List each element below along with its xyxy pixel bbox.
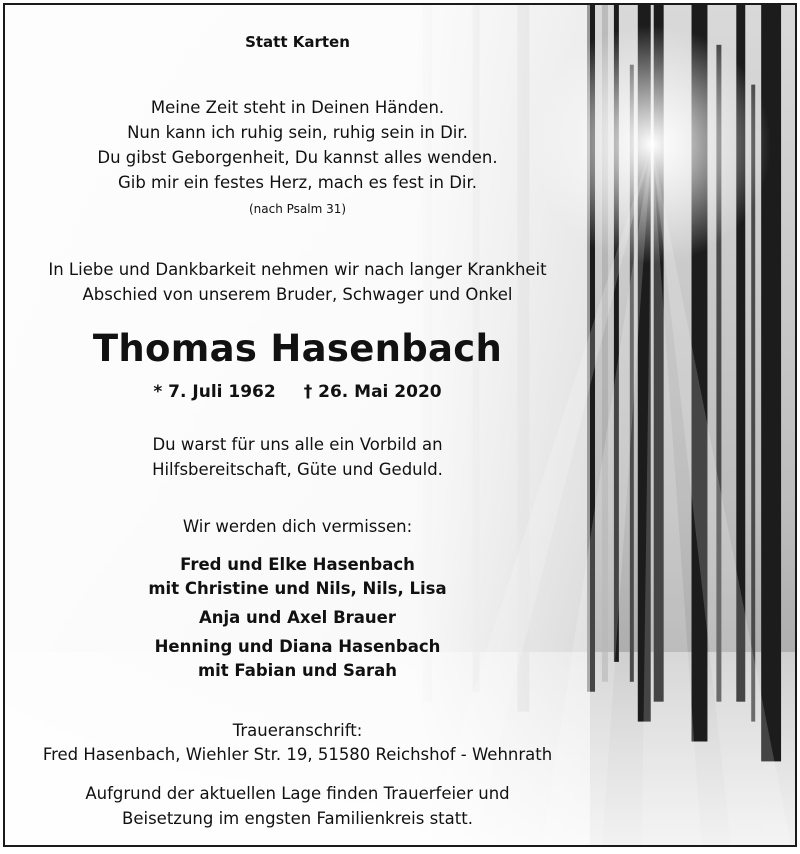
mourner-group [5, 635, 590, 683]
mourner-group [5, 606, 590, 630]
address-label: Traueranschrift: [232, 721, 363, 740]
poem-line: Nun kann ich ruhig sein, ruhig sein in Dir. [127, 123, 468, 142]
deceased-name: Thomas Hasenbach [92, 327, 503, 370]
motto-line: Du warst für uns alle ein Vorbild an [152, 435, 443, 454]
intro-line: In Liebe und Dankbarkeit nehmen wir nach langer Krankheit [48, 260, 547, 279]
mourner-line: Henning und Diana Hasenbach [154, 637, 441, 656]
death-date: † 26. Mai 2020 [303, 382, 442, 402]
mourner-group [5, 553, 590, 601]
life-dates [5, 382, 590, 402]
motto-line: Hilfsbereitschaft, Güte und Geduld. [152, 460, 443, 479]
address-text: Fred Hasenbach, Wiehler Str. 19, 51580 Reichshof - Wehnrath [42, 745, 553, 764]
mourners-intro: Wir werden dich vermissen: [182, 517, 413, 536]
intro-line: Abschied von unserem Bruder, Schwager und Onkel [82, 285, 513, 304]
poem-source: (nach Psalm 31) [248, 202, 347, 216]
notice-text [5, 5, 590, 845]
note-line: Aufgrund der aktuellen Lage finden Trauerfeier und [85, 784, 510, 803]
mourner-line: mit Fabian und Sarah [197, 661, 398, 680]
poem [5, 95, 590, 195]
mourner-line: mit Christine und Nils, Nils, Lisa [148, 579, 447, 598]
motto [5, 432, 590, 482]
poem-line: Du gibst Geborgenheit, Du kannst alles wenden. [97, 148, 498, 167]
obituary-notice [3, 3, 797, 847]
birth-date: * 7. Juli 1962 [153, 382, 276, 402]
poem-line: Gib mir ein festes Herz, mach es fest in Dir. [117, 173, 478, 192]
mourner-line: Anja und Axel Brauer [198, 608, 397, 627]
ceremony-note [5, 781, 590, 831]
note-line: Beisetzung im engsten Familienkreis statt. [122, 809, 473, 828]
poem-line: Meine Zeit steht in Deinen Händen. [150, 98, 445, 117]
intro-text [5, 257, 590, 307]
mourner-line: Fred und Elke Hasenbach [180, 555, 415, 574]
statt-karten-heading: Statt Karten [245, 33, 350, 51]
